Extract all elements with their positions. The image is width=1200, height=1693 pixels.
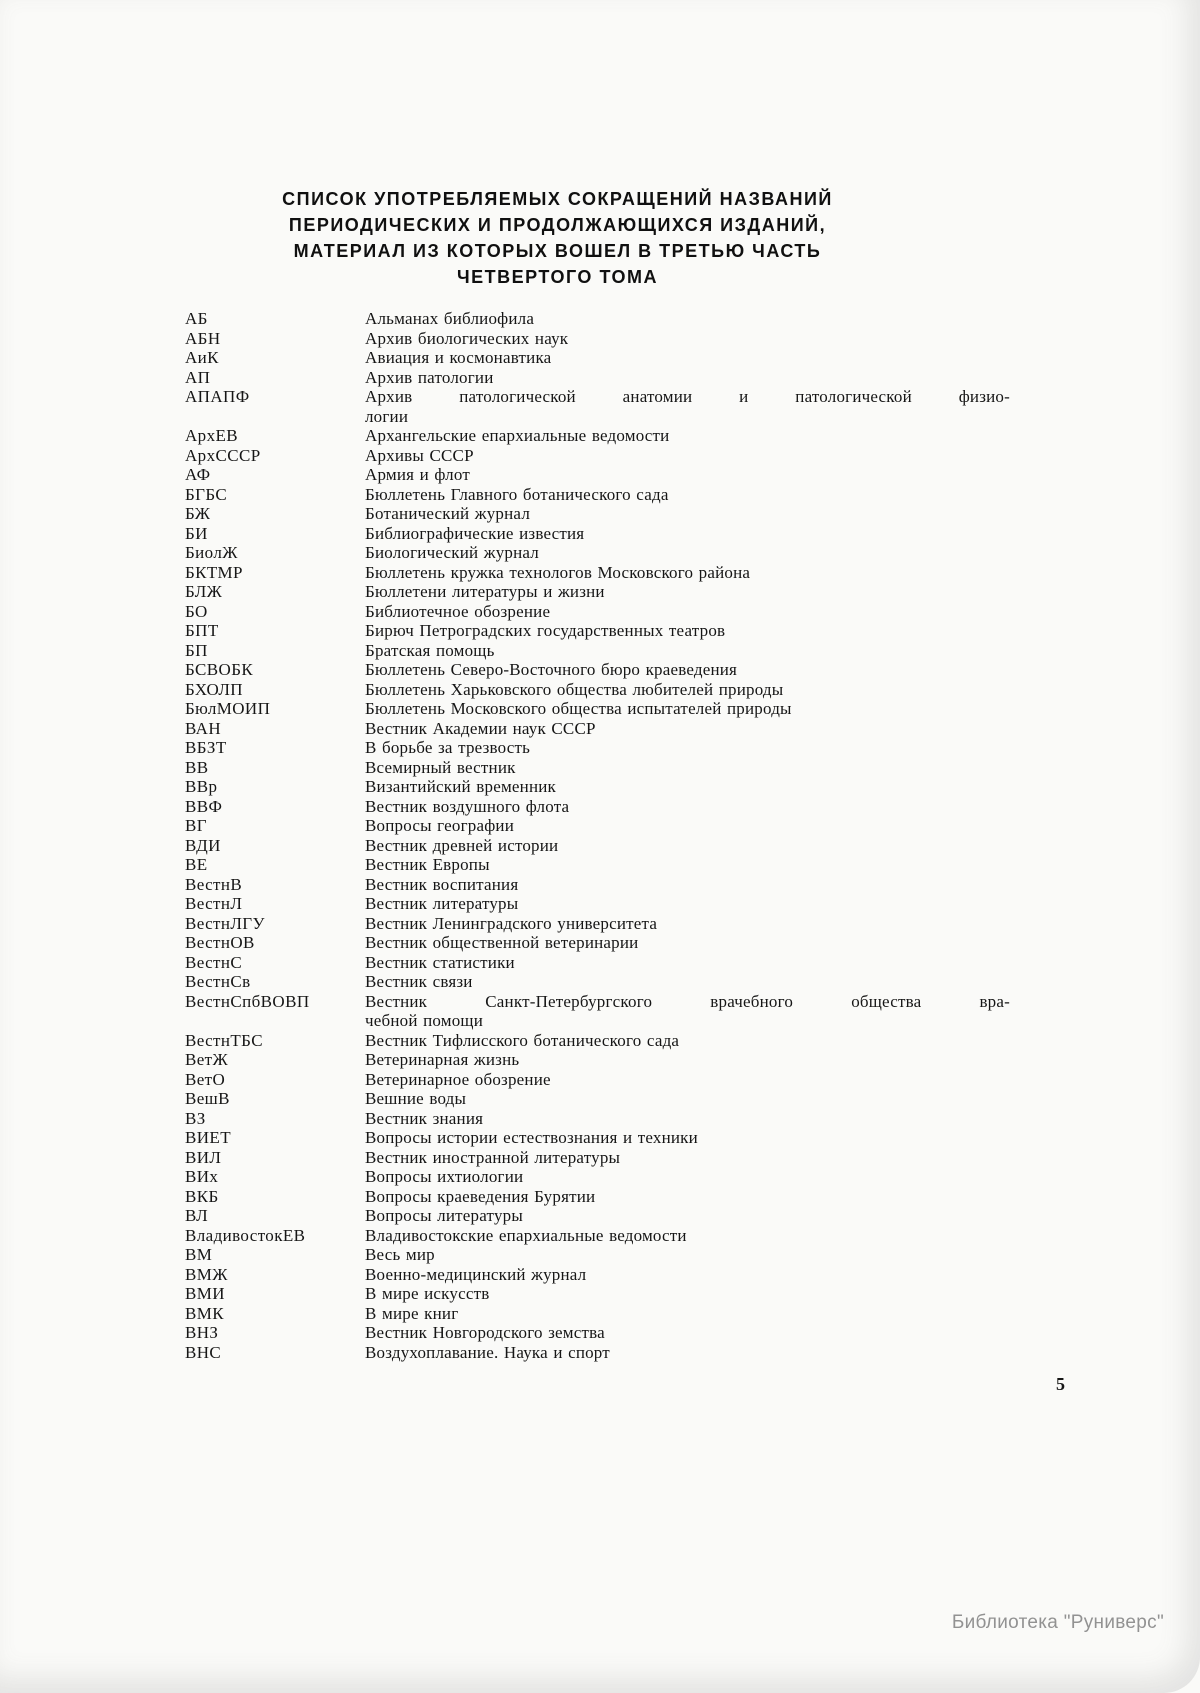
abbreviation: БСВОБК: [185, 660, 254, 679]
full-title-line: Вестник Новгородского земства: [365, 1323, 605, 1342]
full-title: [365, 485, 1010, 505]
list-item: [185, 1070, 1010, 1090]
full-title: [365, 426, 1010, 446]
full-title: [365, 875, 1010, 895]
abbreviation: БО: [185, 601, 208, 621]
list-item: [185, 524, 1010, 544]
list-item: [185, 1187, 1010, 1207]
abbreviation: БПТ: [185, 621, 219, 640]
full-title-line: логии: [365, 406, 409, 426]
list-item: [185, 972, 1010, 992]
full-title-line: Вопросы ихтиологии: [365, 1167, 524, 1186]
list-item: [185, 1128, 1010, 1148]
title-line-1: СПИСОК УПОТРЕБЛЯЕМЫХ СОКРАЩЕНИЙ НАЗВАНИЙ: [282, 189, 833, 209]
abbreviation: ВВ: [185, 757, 209, 777]
abbreviation: БП: [185, 640, 208, 660]
full-title: [365, 621, 1010, 641]
list-item: [185, 309, 1010, 329]
abbreviation: ВестнСпбВОВП: [185, 991, 310, 1011]
full-title-line: Авиация и космонавтика: [365, 348, 552, 367]
abbreviation: БюлМОИП: [185, 699, 271, 718]
full-title-line: Ветеринарная жизнь: [365, 1050, 520, 1069]
list-item: [185, 1343, 1010, 1363]
list-item: [185, 1245, 1010, 1265]
full-title: [365, 641, 1010, 661]
full-title: [365, 465, 1010, 485]
abbreviation: ВестнОВ: [185, 933, 255, 952]
list-item: [185, 1109, 1010, 1129]
list-item: [185, 563, 1010, 583]
full-title: [365, 1031, 1010, 1051]
full-title-line: Всемирный вестник: [365, 757, 516, 777]
full-title-line: Бюллетень Московского общества испытателей природы: [365, 699, 792, 718]
full-title-line: Вешние воды: [365, 1089, 467, 1108]
full-title-line: Вестник воспитания: [365, 874, 519, 894]
full-title: [365, 777, 1010, 797]
abbreviation: ВИЛ: [185, 1147, 222, 1167]
full-title: [365, 1284, 1010, 1304]
list-item: [185, 836, 1010, 856]
list-item: [185, 602, 1010, 622]
title-line-4: ЧЕТВЕРТОГО ТОМА: [457, 267, 658, 287]
full-title: [365, 368, 1010, 388]
full-title-line: Владивостокские епархиальные ведомости: [365, 1225, 687, 1245]
abbreviation: БГБС: [185, 484, 228, 504]
full-title: [365, 855, 1010, 875]
page-title: [185, 186, 930, 290]
full-title: [365, 1206, 1010, 1226]
full-title-line: чебной помощи: [365, 1011, 484, 1030]
full-title-line: Вопросы географии: [365, 816, 514, 835]
list-item: [185, 738, 1010, 758]
full-title: [365, 1343, 1010, 1363]
list-item: [185, 1050, 1010, 1070]
abbreviation: ВетО: [185, 1069, 226, 1089]
full-title: [365, 543, 1010, 563]
full-title-line: Вестник связи: [365, 972, 473, 991]
full-title-line: В борьбе за трезвость: [365, 738, 531, 757]
list-item: [185, 329, 1010, 349]
list-item: [185, 1265, 1010, 1285]
page-number: 5: [1056, 1374, 1065, 1394]
list-item: [185, 719, 1010, 739]
full-title-line: Библиографические известия: [365, 523, 585, 543]
full-title-line: Воздухоплавание. Наука и спорт: [365, 1342, 610, 1362]
list-item: [185, 758, 1010, 778]
list-item: [185, 446, 1010, 466]
full-title-line: Вестник Санкт-Петербургского врачебного общества вра-: [365, 991, 1010, 1011]
list-item: [185, 641, 1010, 661]
abbreviation: АФ: [185, 465, 211, 484]
full-title-line: Вопросы истории естествознания и техники: [365, 1128, 698, 1147]
abbreviation: ВешВ: [185, 1089, 230, 1108]
list-item: [185, 1148, 1010, 1168]
full-title-line: Вестник Академии наук СССР: [365, 718, 596, 738]
full-title: [365, 524, 1010, 544]
list-item: [185, 621, 1010, 641]
abbreviation: ВетЖ: [185, 1050, 229, 1069]
full-title: [365, 738, 1010, 758]
full-title-line: В мире книг: [365, 1303, 459, 1323]
full-title: [365, 602, 1010, 622]
abbreviation: ВВФ: [185, 796, 223, 816]
abbreviation: БЛЖ: [185, 582, 223, 601]
abbreviation: ВАН: [185, 718, 222, 738]
list-item: [185, 777, 1010, 797]
title-line-3: МАТЕРИАЛ ИЗ КОТОРЫХ ВОШЕЛ В ТРЕТЬЮ ЧАСТЬ: [293, 241, 822, 261]
abbreviation: ВестнТБС: [185, 1030, 263, 1050]
full-title-line: Библиотечное обозрение: [365, 601, 551, 621]
full-title: [365, 329, 1010, 349]
full-title: [365, 1109, 1010, 1129]
full-title: [365, 582, 1010, 602]
full-title-line: Бюллетень кружка технологов Московского района: [365, 562, 751, 582]
full-title-line: Бюллетень Харьковского общества любителей природы: [365, 679, 784, 699]
abbreviation: ВЗ: [185, 1108, 206, 1128]
abbreviation: ВКБ: [185, 1186, 219, 1206]
full-title: [365, 680, 1010, 700]
list-item: [185, 1226, 1010, 1246]
full-title-line: Вестник иностранной литературы: [365, 1147, 621, 1167]
abbreviation: БИ: [185, 523, 208, 543]
abbreviation: АБН: [185, 328, 221, 348]
list-item: [185, 855, 1010, 875]
full-title-line: Архив патологической анатомии и патологической физио-: [365, 387, 1010, 406]
list-item: [185, 816, 1010, 836]
abbreviation: ВладивостокЕВ: [185, 1225, 306, 1245]
abbreviation: ВЛ: [185, 1206, 209, 1225]
full-title: [365, 1265, 1010, 1285]
full-title: [365, 719, 1010, 739]
list-item: [185, 797, 1010, 817]
full-title: [365, 348, 1010, 368]
full-title: [365, 816, 1010, 836]
full-title-line: Биологический журнал: [365, 543, 539, 562]
full-title: [365, 894, 1010, 914]
full-title-line: Вестник Тифлисского ботанического сада: [365, 1030, 680, 1050]
abbreviation: ВестнС: [185, 952, 243, 972]
full-title: [365, 1070, 1010, 1090]
list-item: [185, 1323, 1010, 1343]
abbreviation: АП: [185, 367, 211, 387]
full-title-line: Весь мир: [365, 1245, 435, 1264]
full-title-line: Бюллетень Северо-Восточного бюро краеведения: [365, 660, 738, 679]
abbreviation: ВестнВ: [185, 874, 243, 894]
full-title-line: Вестник воздушного флота: [365, 796, 570, 816]
full-title-line: Архив биологических наук: [365, 328, 569, 348]
full-title: [365, 1050, 1010, 1070]
list-item: [185, 368, 1010, 388]
abbreviation-list: [185, 309, 1010, 1362]
full-title-line: Вестник общественной ветеринарии: [365, 933, 639, 952]
full-title-line: Вопросы литературы: [365, 1206, 523, 1225]
full-title-line: Бирюч Петроградских государственных театров: [365, 621, 726, 640]
full-title: [365, 797, 1010, 817]
abbreviation: БиолЖ: [185, 543, 238, 562]
list-item: [185, 933, 1010, 953]
abbreviation: ВестнЛГУ: [185, 913, 265, 933]
full-title: [365, 446, 1010, 466]
full-title-line: Альманах библиофила: [365, 309, 535, 328]
full-title: [365, 914, 1010, 934]
full-title-line: Вестник знания: [365, 1108, 484, 1128]
abbreviation: АБ: [185, 309, 208, 328]
abbreviation: ВЕ: [185, 855, 208, 874]
full-title-line: Вестник Ленинградского университета: [365, 913, 658, 933]
full-title: [365, 387, 1010, 426]
full-title-line: Вестник статистики: [365, 952, 515, 972]
full-title-line: Архангельские епархиальные ведомости: [365, 426, 670, 445]
list-item: [185, 1284, 1010, 1304]
full-title: [365, 563, 1010, 583]
full-title: [365, 1245, 1010, 1265]
abbreviation: БХОЛП: [185, 679, 243, 699]
list-item: [185, 875, 1010, 895]
full-title: [365, 933, 1010, 953]
abbreviation: ВМИ: [185, 1284, 225, 1303]
full-title: [365, 1304, 1010, 1324]
full-title-line: Вопросы краеведения Бурятии: [365, 1186, 596, 1206]
full-title-line: Братская помощь: [365, 640, 495, 660]
full-title-line: Бюллетени литературы и жизни: [365, 582, 605, 601]
abbreviation: АрхСССР: [185, 445, 261, 465]
full-title-line: В мире искусств: [365, 1284, 490, 1303]
abbreviation: ВГ: [185, 816, 207, 835]
full-title: [365, 1187, 1010, 1207]
abbreviation: АиК: [185, 348, 219, 367]
full-title: [365, 1226, 1010, 1246]
abbreviation: ВМ: [185, 1245, 213, 1264]
full-title: [365, 1323, 1010, 1343]
list-item: [185, 348, 1010, 368]
full-title: [365, 1128, 1010, 1148]
full-title-line: Архивы СССР: [365, 445, 474, 465]
list-item: [185, 1089, 1010, 1109]
full-title-line: Вестник древней истории: [365, 835, 559, 855]
full-title-line: Ветеринарное обозрение: [365, 1069, 551, 1089]
list-item: [185, 1031, 1010, 1051]
full-title: [365, 660, 1010, 680]
abbreviation: ВестнСв: [185, 972, 251, 991]
list-item: [185, 1206, 1010, 1226]
full-title: [365, 699, 1010, 719]
abbreviation: БКТМР: [185, 562, 243, 582]
full-title: [365, 953, 1010, 973]
abbreviation: ВестнЛ: [185, 894, 243, 913]
full-title-line: Бюллетень Главного ботанического сада: [365, 484, 669, 504]
full-title: [365, 1089, 1010, 1109]
abbreviation: ВМК: [185, 1303, 224, 1323]
abbreviation: ВДИ: [185, 835, 221, 855]
full-title-line: Вестник литературы: [365, 894, 519, 913]
list-item: [185, 1167, 1010, 1187]
full-title: [365, 758, 1010, 778]
full-title-line: Ботанический журнал: [365, 504, 531, 523]
list-item: [185, 426, 1010, 446]
full-title: [365, 1148, 1010, 1168]
full-title: [365, 504, 1010, 524]
full-title-line: Военно-медицинский журнал: [365, 1264, 587, 1284]
full-title: [365, 1167, 1010, 1187]
full-title-line: Архив патологии: [365, 367, 494, 387]
abbreviation: ВНЗ: [185, 1323, 219, 1342]
list-item: [185, 485, 1010, 505]
abbreviation: БЖ: [185, 504, 211, 523]
full-title: [365, 836, 1010, 856]
full-title: [365, 309, 1010, 329]
list-item: [185, 894, 1010, 914]
list-item: [185, 504, 1010, 524]
full-title-line: Вестник Европы: [365, 855, 490, 874]
list-item: [185, 660, 1010, 680]
list-item: [185, 543, 1010, 563]
watermark: Библиотека "Руниверс": [951, 1612, 1164, 1633]
abbreviation: ВБЗТ: [185, 738, 227, 757]
list-item: [185, 953, 1010, 973]
list-item: [185, 387, 1010, 426]
list-item: [185, 582, 1010, 602]
full-title: [365, 972, 1010, 992]
abbreviation: АПАПФ: [185, 387, 250, 406]
title-line-2: ПЕРИОДИЧЕСКИХ И ПРОДОЛЖАЮЩИХСЯ ИЗДАНИЙ,: [288, 215, 827, 235]
abbreviation: ВИх: [185, 1167, 219, 1186]
abbreviation: ВИЕТ: [185, 1128, 231, 1147]
full-title-line: Армия и флот: [365, 465, 470, 484]
abbreviation: ВВр: [185, 777, 218, 796]
full-title: [365, 992, 1010, 1031]
abbreviation: ВНС: [185, 1342, 222, 1362]
list-item: [185, 465, 1010, 485]
full-title-line: Византийский временник: [365, 777, 556, 796]
list-item: [185, 680, 1010, 700]
list-item: [185, 699, 1010, 719]
abbreviation: АрхЕВ: [185, 426, 238, 445]
abbreviation: ВМЖ: [185, 1264, 228, 1284]
list-item: [185, 1304, 1010, 1324]
list-item: [185, 992, 1010, 1031]
list-item: [185, 914, 1010, 934]
